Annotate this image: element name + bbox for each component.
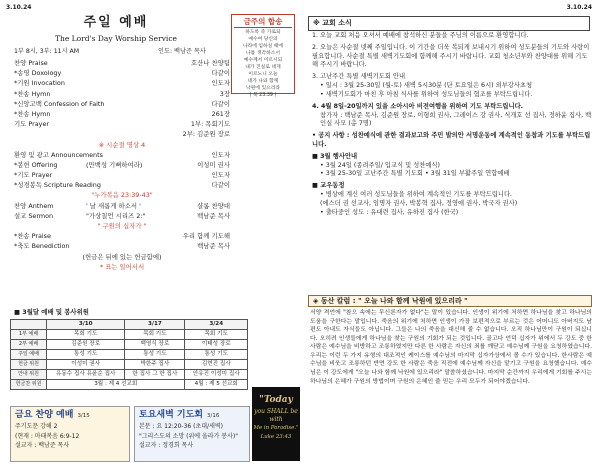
service-subtitle: The Lord's Day Worship Service	[55, 34, 177, 43]
order-value: 1부: 목회기도	[190, 120, 230, 129]
order-row	[14, 181, 230, 191]
schedule-header-row	[11, 320, 248, 330]
news-item	[312, 153, 592, 179]
right-panel	[304, 12, 594, 462]
order-label: *봉헌 Offering	[14, 160, 58, 169]
order-value: 3장	[219, 89, 230, 98]
schedule-row	[11, 380, 248, 390]
prayer-box-title: 금주의 합송	[234, 17, 292, 28]
schedule-cell: 김준원 장로	[47, 340, 125, 350]
news-item	[312, 103, 592, 129]
schedule-col-header: 3/10	[47, 320, 125, 330]
schedule-col-header: 3/24	[185, 320, 248, 330]
prayer-line: 내가 진실로 네게	[245, 65, 281, 71]
service-leader: 인도: 백남준 목사	[158, 48, 206, 55]
news-item-text: ■ 교우동정	[312, 182, 345, 190]
order-row	[14, 212, 230, 222]
news-list	[312, 32, 592, 220]
order-row	[14, 222, 230, 232]
schedule-cell: 이성미 권사	[47, 360, 125, 370]
news-item-sub: (에스더 권 선교사, 임명자 권사, 박봉혁 집사, 정영애 권사, 박국자 권사)	[320, 199, 518, 207]
scripture-image-line1: "Today	[259, 395, 293, 405]
date-right: 3.10.24	[566, 4, 592, 11]
news-item-sub: • 새벽기도회가 마친 후 아침 식사를 위하여 성도님들의 협조를 부탁드립니다.	[320, 90, 533, 98]
order-row	[14, 130, 230, 140]
news-item-sub: • 3월 25-30일 고난주간 특별 기도회 • 3월 31일 부활주일 연합예배	[320, 170, 510, 178]
order-value: 호산나 찬양팀	[190, 59, 230, 67]
order-row	[14, 90, 230, 100]
order-value: 인도자	[211, 150, 230, 159]
news-item-text: 1. 오늘 교회 처음 오셔서 예배에 참석하신 분들을 주님의 이름으로 환영합니다.	[312, 32, 529, 39]
order-row	[14, 202, 230, 212]
schedule-cell: 통성 기도	[185, 350, 248, 360]
order-note: " 구원의 십자가 "	[97, 222, 147, 230]
order-row	[14, 59, 230, 69]
order-row	[14, 151, 230, 161]
schedule-cell: 1부 예배	[11, 330, 47, 340]
friday-card-title: 금요 찬양 예배 3/15	[15, 410, 90, 420]
news-item-sub: • 병상에 계신 여러 성도님들을 위하여 계속적인 기도를 부탁드립니다.	[320, 191, 513, 198]
prayer-line: ( 북 23:39 )	[249, 92, 277, 98]
order-value: 이성미 권사	[197, 160, 230, 169]
scripture-image-line3: Me in Paradise."	[253, 425, 299, 432]
order-value: 다같이	[211, 99, 230, 108]
order-row	[14, 191, 230, 201]
order-row	[14, 79, 230, 89]
schedule-cell: 목회 기도	[125, 330, 185, 340]
order-row	[14, 120, 230, 130]
friday-service-card	[10, 406, 130, 462]
order-note: * 표는 일어서서	[99, 262, 145, 271]
scripture-image-ref: Luke 23:43	[260, 434, 292, 440]
friday-card-line1: 주기도문 강해 2	[15, 423, 58, 431]
order-row	[14, 141, 230, 151]
schedule-row	[11, 330, 248, 340]
order-value: 백남준 목사	[197, 242, 230, 251]
prayer-line: 나라에 임하실 때에	[242, 44, 284, 50]
schedule-cell: 유동수 집사 유윤순 집사	[47, 370, 125, 380]
schedule-cell: 안유진 이성미 집사	[185, 370, 248, 380]
news-item-sub: • 3월 24일 (종려주일/ 입교식 및 성찬예식)	[320, 161, 440, 169]
order-value: 다같이	[211, 69, 230, 78]
prayer-line: 나를 생각하소서	[246, 51, 280, 57]
news-item-text: 3. 고난주간 특별 새벽기도회 안내	[312, 73, 406, 81]
news-item-sub: • 출타중인 성도 : 유대련 집사, 유하진 집사 (한국)	[320, 208, 459, 216]
schedule-cell: 헌금찬 위원	[11, 380, 47, 390]
schedule-cell: 헌금 위원	[11, 360, 47, 370]
order-label: *기도 Prayer	[14, 171, 53, 180]
order-row	[14, 263, 230, 273]
order-label: *기원 Invocation	[14, 79, 65, 88]
order-label: *성경봉독 Scripture Reading	[14, 181, 101, 190]
order-row	[14, 110, 230, 120]
order-note: (헌금은 뒤에 있는 헌금함에)	[82, 252, 162, 261]
order-label: *찬송 Hymn	[14, 109, 51, 118]
news-item	[312, 32, 592, 41]
order-value: 인도자	[211, 79, 230, 88]
schedule-row	[11, 360, 248, 370]
order-value: 우리 함께 기도해	[182, 232, 230, 241]
order-row	[14, 171, 230, 181]
schedule-row	[11, 350, 248, 360]
schedule-col-header: 3/17	[125, 320, 185, 330]
order-row	[14, 69, 230, 79]
prayer-line: 예수께서 이르시되	[243, 58, 283, 64]
order-note: "누가복음 23:39-43"	[91, 191, 153, 200]
order-label: 환영 및 광고 Announcements	[14, 150, 103, 159]
order-row	[14, 253, 230, 263]
order-label: *찬송 Hymn	[14, 89, 51, 98]
news-item	[312, 73, 592, 99]
prayer-lines	[234, 30, 292, 100]
order-row	[14, 242, 230, 252]
schedule-cell: 3월 : 제 4 선교회	[47, 380, 185, 390]
order-value: 다같이	[211, 181, 230, 190]
worship-order	[14, 59, 230, 273]
schedule-row	[11, 340, 248, 350]
news-item	[312, 132, 592, 150]
news-item-text: • 공지 사항 : 성찬예식에 관한 결과보고와 주민 발의안 서명운동에 계속적인 동참과 기도를 부탁드립니다.	[312, 132, 591, 148]
meditation-body: 서양 격언에 "참으 속에는 무신론자가 없다"는 말이 있습니다. 인생이 위기에 처하면 하나님을 찾고 하나님의 도움을 구한다는 말입니다. 죽음의 위기에 처하면 인생이 가장 보편적으로 부르는 것은 어머니도 아버지도 남편도 아내도 자식들도 아닙니다. 그들은 나의 죽음을 대신해 줄 수 없습니다. 오직 하나님만이 구원이 되십니다. 오히려 인생들에게 하나님을 찾는 구원의 기회가 되는 것입니다. 골고다 언덕 십자가 위에서 두 강도 중 한 사람은 예수님을 비방하고 조롱하였지만 다른 한 사람은 자신의 죄를 깨닫고 예수님께 구원을 요청하였습니다. 우리는 이런 두 가지 유형의 대조적인 케이스를 예수님의 마지막 십자가상에서 볼 수가 있습니다. 한사람은 예수님을 비웃고 조롱하던 반면 강도 한 사람은 죽음 직전에 예수님께 자신을 맡기고 구원을 요청했습니다. 예수님은 이 강도에게 "오늘 나와 함께 낙원에 있으리라" 말씀하셨습니다. 마지막 순간까지 우리에게 기회를 주시는 하나님의 은혜가 구원의 방법이며 구원의 은혜인 줄 믿는 우리 모두가 되어야겠습니다.	[310, 310, 593, 385]
schedule-cell: 김현진 집사	[185, 360, 248, 370]
saturday-card-line1: 본문 : 요 12:20-36 (초대/새벽)	[139, 423, 224, 431]
prayer-line: 이르노니 오늘	[248, 72, 278, 78]
prayer-box	[231, 14, 295, 98]
schedule-cell: 안내 위원	[11, 370, 47, 380]
order-label: 설교 Sermon	[14, 211, 54, 220]
order-label: 찬양 Anthem	[14, 201, 54, 210]
schedule-cell: 4월 : 제 5 선교회	[185, 380, 248, 390]
schedule-col-header	[11, 320, 47, 330]
scripture-image-line2: you SHALL be with	[254, 408, 298, 423]
order-note: ※ 시순절 명상 4	[98, 140, 146, 149]
order-detail: ' 날 새롭게 하소서 '	[86, 201, 141, 210]
schedule-cell: 통성 기도	[47, 350, 125, 360]
schedule-cell: 2부 예배	[11, 340, 47, 350]
friday-card-line2: (현재 : 마태복음 6:9-12	[15, 432, 80, 440]
schedule-cell: 박한주 집사	[125, 360, 185, 370]
saturday-card-line3: 설교자 : 정경희 목사	[139, 442, 194, 450]
news-item-sub: 참가자 : 백남준 목사, 김준원 장로, 이형희 권사, 그레이스 강 권사, 식개호 선 집사, 정하윤 집사, 백인실 사모 (총 7명)	[320, 111, 592, 128]
schedule-table	[10, 319, 248, 390]
schedule-cell: 이태성 장로	[185, 340, 248, 350]
news-item-text: 4. 4월 8일-20일까지 있을 소아시아 비전여행을 위하여 기도 부탁드립니다.	[312, 102, 524, 110]
prayer-line: 네가 나와 함께	[247, 79, 279, 85]
left-panel	[6, 12, 300, 462]
order-value: 인도자	[211, 171, 230, 180]
schedule-cell: 주일 예배	[11, 350, 47, 360]
saturday-card-line2: "그리스도의 소망 (위에 올라가 봉사)"	[139, 432, 238, 440]
saturday-service-card	[134, 406, 250, 462]
schedule-cell: 한 집사 그 한 집사	[125, 370, 185, 380]
order-value: 261장	[211, 109, 230, 118]
schedule-cell: 통성 기도	[125, 350, 185, 360]
order-detail: (만백성 기뻐하여라)	[86, 160, 143, 169]
schedule-row	[11, 370, 248, 380]
order-row	[14, 161, 230, 171]
news-item-sub: • 일시 : 3월 25-30일 (월-토) 새벽 5시30분 (단 토요일은 6시) 외부강사초청	[320, 82, 533, 90]
service-time: 1부 8시, 3부: 11시 AM	[14, 48, 80, 55]
order-label: *축도 Benediction	[14, 242, 70, 251]
schedule-cell: 목회 기도	[47, 330, 125, 340]
scripture-image	[252, 387, 300, 461]
prayer-line: 낙원에 있으리라	[246, 86, 280, 91]
prayer-line: 하도록 즉 가로되	[245, 30, 281, 36]
order-row	[14, 100, 230, 110]
order-detail: "가상칠언 시리즈 2:"	[86, 211, 146, 220]
news-item	[312, 44, 592, 70]
schedule-cell: 백영식 장로	[125, 340, 185, 350]
prayer-line: 예수여 당신의	[248, 37, 278, 43]
schedule-title: ■ 3월달 예배 및 봉사위원	[14, 308, 89, 316]
date-left: 3.10.24	[6, 4, 32, 11]
order-label: *송영 Doxology	[14, 69, 62, 78]
friday-card-line3: 설교자 : 백남준 목사	[15, 442, 70, 450]
order-value: 2부: 김준원 장로	[182, 130, 230, 139]
meditation-heading: ◈ 동산 칼럼 : " 오늘 나와 함께 낙원에 있으리라 "	[308, 295, 592, 307]
order-value: 백남준 목사	[197, 211, 230, 220]
saturday-card-title: 토요새벽 기도회 3/16	[139, 410, 220, 420]
order-label: 기도 Prayer	[14, 120, 50, 129]
order-label: *찬송 Praise	[14, 232, 51, 241]
service-title: 주일 예배	[83, 15, 149, 30]
order-value: 샬롬 찬양대	[197, 201, 230, 210]
news-heading: ※ 교회 소식	[308, 16, 590, 31]
schedule-cell: 목회 기도	[185, 330, 248, 340]
order-label: 찬양 Praise	[14, 59, 48, 67]
news-item	[312, 182, 592, 217]
order-row	[14, 232, 230, 242]
order-label: *신앙고백 Confession of Faith	[14, 99, 105, 108]
news-item-text: 2. 오늘은 사순절 넷째 주일입니다. 이 기간을 더욱 복되게 보내시기 위하여 성도분들의 기도와 사랑이 필요합니다. 사순절 특별 새벽기도회에 함께해 주시기 바랍니다. 교회 청소년부와 찬양대를 위해 기도해 주시기 바랍니다.	[312, 43, 590, 69]
news-item-text: ■ 3월 행사안내	[312, 152, 358, 160]
